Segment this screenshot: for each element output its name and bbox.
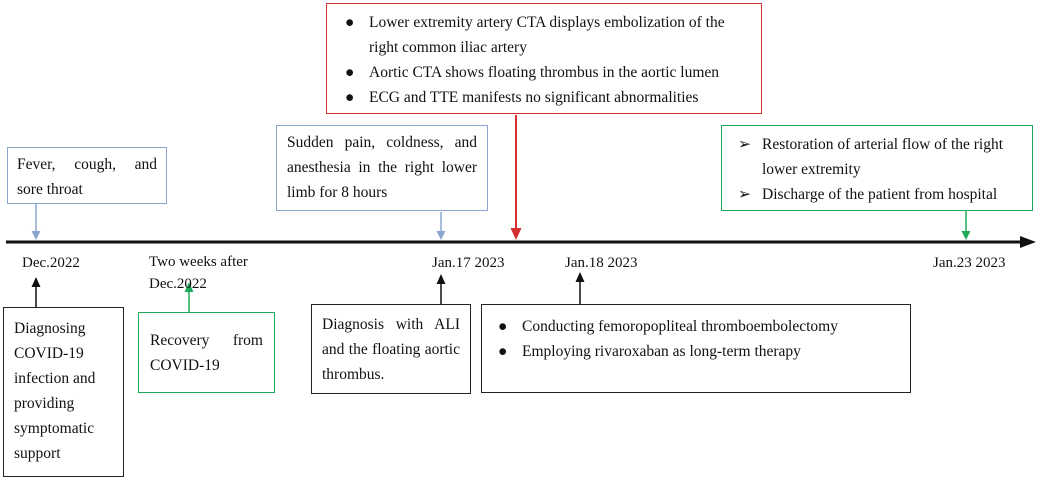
event-text-diagnosis-ali: Diagnosis with ALI and the floating aortic thrombus. (322, 316, 460, 383)
event-box-diagnosing-covid (3, 307, 124, 477)
bullet-arrow-icon: ➢ (738, 136, 751, 153)
arrow-diagnosing (32, 277, 41, 307)
event-box-surgery (481, 304, 911, 393)
date-jan-17-2023: Jan.17 2023 (432, 255, 505, 271)
arrow-cta (511, 115, 522, 240)
restoration-item: ➢ Discharge of the patient from hospital (726, 182, 1028, 207)
event-box-diagnosis-ali (311, 304, 471, 394)
bullet-dot-icon: ● (345, 14, 355, 31)
event-text-recovery: Recovery from COVID-19 (150, 332, 263, 374)
bullet-dot-icon: ● (345, 89, 355, 106)
event-text-diagnosing-covid: Diagnosing COVID-19 infection and providing symptomatic support (14, 320, 96, 462)
bullet-dot-icon: ● (345, 64, 355, 81)
arrow-pain (437, 212, 446, 240)
date-jan-18-2023: Jan.18 2023 (565, 255, 638, 271)
arrow-surgery (576, 272, 585, 304)
event-box-recovery (138, 312, 275, 393)
date-dec-2022: Dec.2022 (22, 255, 80, 271)
cta-item: ● Lower extremity artery CTA displays embolization of the right common iliac artery (333, 10, 755, 60)
event-text-fever: Fever, cough, and sore throat (17, 156, 157, 198)
arrow-fever (32, 204, 41, 240)
timeline-axis-arrowhead (1020, 236, 1036, 248)
date-two-weeks-line2: Dec.2022 (149, 276, 207, 292)
arrow-restoration (962, 211, 971, 240)
surgery-item: ● Employing rivaroxaban as long-term therapy (486, 339, 906, 364)
bullet-arrow-icon: ➢ (738, 186, 751, 203)
restoration-item: ➢ Restoration of arterial flow of the right lower extremity (726, 132, 1028, 182)
surgery-item: ● Conducting femoropopliteal thromboembolectomy (486, 314, 906, 339)
cta-item: ● Aortic CTA shows floating thrombus in the aortic lumen (333, 60, 755, 85)
cta-item: ● ECG and TTE manifests no significant abnormalities (333, 85, 755, 110)
event-box-sudden-pain (276, 125, 488, 211)
event-text-sudden-pain: Sudden pain, coldness, and anesthesia in the right lower limb for 8 hours (287, 134, 477, 201)
date-jan-23-2023: Jan.23 2023 (933, 255, 1006, 271)
event-box-restoration (721, 125, 1033, 211)
date-two-weeks-after (149, 251, 248, 295)
arrow-diagnosis-ali (437, 274, 446, 304)
bullet-dot-icon: ● (498, 318, 508, 335)
event-box-cta-findings (326, 3, 762, 114)
date-two-weeks-line1: Two weeks after (149, 254, 248, 270)
event-box-fever (7, 147, 167, 204)
bullet-dot-icon: ● (498, 343, 508, 360)
